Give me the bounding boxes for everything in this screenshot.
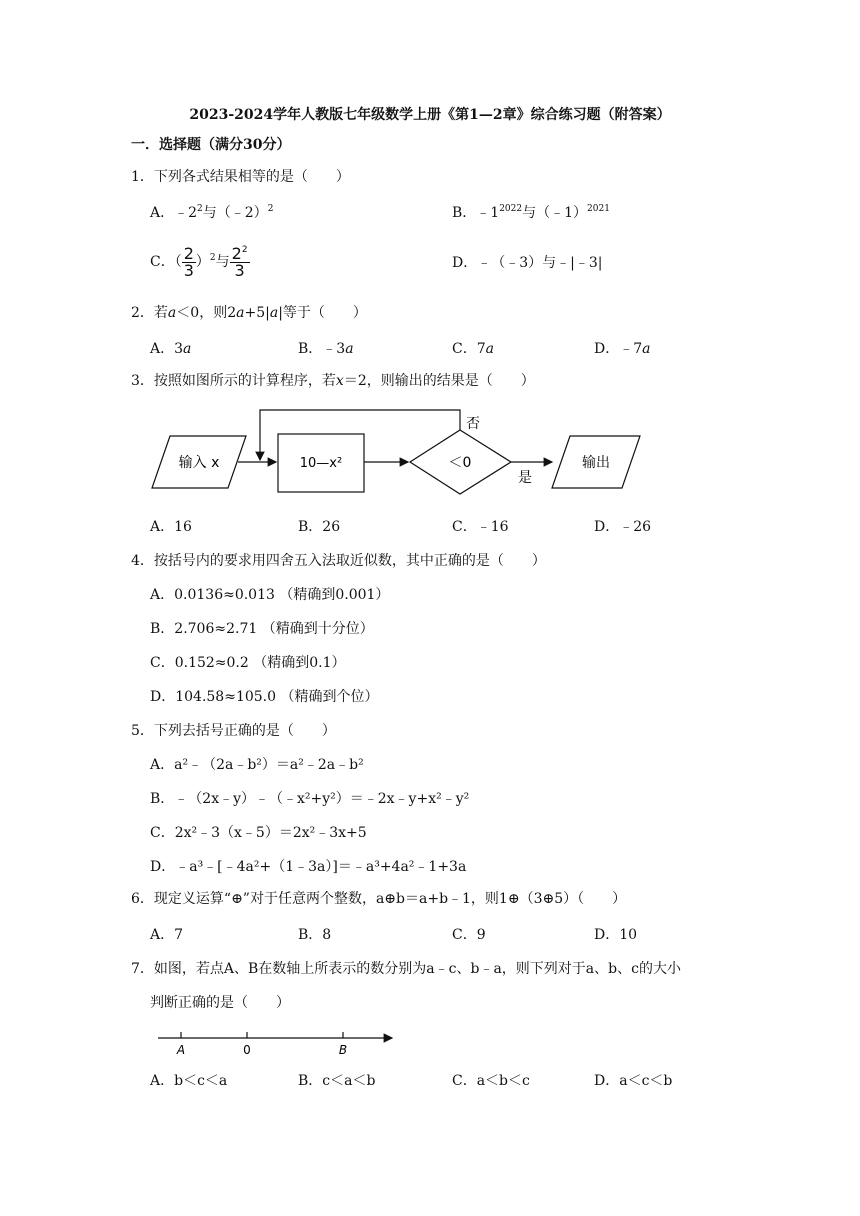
question-2-option-c: C．7a — [452, 341, 494, 357]
question-1-option-a: A．$﹣2^2$与（﹣2）$^2$ — [150, 204, 274, 221]
fraction-two-squared-over-three: $\frac{2^2}{3}$ — [231, 243, 248, 280]
question-4-option-c: C．0.152≈0.2 （精确到0.1） — [150, 655, 346, 671]
question-2-option-a: A．3a — [150, 341, 192, 357]
flow-no-label: 否 — [466, 416, 480, 432]
fraction-two-thirds: $\frac{2}{3}$ — [183, 243, 194, 280]
question-5-option-b: B．﹣（2x﹣y）﹣（﹣x²+y²）＝﹣2x﹣y+x²﹣y² — [150, 791, 470, 807]
flow-yes-label: 是 — [518, 470, 532, 486]
question-7-option-c: C．a＜b＜c — [452, 1073, 530, 1089]
question-4-option-d: D．104.58≈105.0 （精确到个位） — [150, 689, 379, 705]
axis-label-a: A — [176, 1043, 186, 1057]
question-6-option-b: B．8 — [298, 927, 332, 943]
question-5-option-c: C．2x²﹣3（x﹣5）＝2x²﹣3x+5 — [150, 825, 367, 841]
question-5-stem: 5．下列去括号正确的是（ ） — [131, 723, 336, 739]
question-3-option-a: A．16 — [150, 519, 192, 535]
flowchart-diagram — [150, 404, 650, 504]
question-1-option-d: D．﹣（﹣3）与﹣|﹣3| — [452, 255, 603, 271]
page-title: 2023-2024学年人教版七年级数学上册《第1—2章》综合练习题（附答案） — [189, 107, 671, 123]
question-6-option-a: A．7 — [150, 927, 184, 943]
question-5-option-a: A．a²﹣（2a﹣b²）＝a²﹣2a﹣b² — [150, 757, 364, 773]
question-4-stem: 4．按括号内的要求用四舍五入法取近似数，其中正确的是（ ） — [131, 553, 546, 569]
question-6-stem: 6．现定义运算“⊕”对于任意两个整数，a⊕b＝a+b﹣1，则1⊕（3⊕5）（ ） — [131, 891, 627, 907]
question-2-stem: 2．若a＜0，则2a+5|a|等于（ ） — [131, 305, 367, 321]
question-4-option-b: B．2.706≈2.71 （精确到十分位） — [150, 621, 374, 637]
question-1-option-b: B．$﹣1^{2022}$与（﹣1）$^{2021}$ — [452, 204, 610, 221]
question-3-option-d: D．﹣26 — [594, 519, 652, 535]
question-7-option-b: B．c＜a＜b — [298, 1073, 376, 1089]
question-6-option-c: C．9 — [452, 927, 486, 943]
question-3-option-b: B．26 — [298, 519, 341, 535]
question-7-option-d: D．a＜c＜b — [594, 1073, 673, 1089]
question-4-option-a: A．0.0136≈0.013 （精确到0.001） — [150, 587, 390, 603]
question-7-stem-line1: 7．如图，若点A、B在数轴上所表示的数分别为a﹣c、b﹣a，则下列对于a、b、c的大小 — [131, 961, 681, 977]
question-7-option-a: A．b＜c＜a — [150, 1073, 228, 1089]
question-3-stem: 3．按照如图所示的计算程序，若x＝2，则输出的结果是（ ） — [131, 373, 535, 389]
question-1-option-c: C．（ $\frac{2}{3}$ ）$^2$与 $\frac{2^2}{3}$ — [150, 243, 248, 280]
section-heading: 一．选择题（满分30分） — [131, 137, 291, 153]
question-1-stem: 1．下列各式结果相等的是（ ） — [131, 169, 350, 185]
question-6-option-d: D．10 — [594, 927, 638, 943]
flow-output-label: 输出 — [582, 455, 610, 471]
question-2-option-d: D．﹣7a — [594, 341, 651, 357]
question-3-option-c: C．﹣16 — [452, 519, 509, 535]
question-7-stem-line2: 判断正确的是（ ） — [150, 995, 290, 1011]
axis-label-b: B — [338, 1043, 348, 1057]
axis-label-zero: 0 — [243, 1043, 251, 1057]
number-line-diagram — [150, 1026, 400, 1062]
question-2-option-b: B．﹣3a — [298, 341, 354, 357]
flow-decision-label: ＜0 — [448, 455, 472, 471]
flow-process-label: 10—x² — [299, 456, 343, 471]
question-5-option-d: D．﹣a³﹣[﹣4a²+（1﹣3a）]＝﹣a³+4a²﹣1+3a — [150, 859, 467, 875]
flow-input-label: 输入 x — [178, 455, 220, 471]
